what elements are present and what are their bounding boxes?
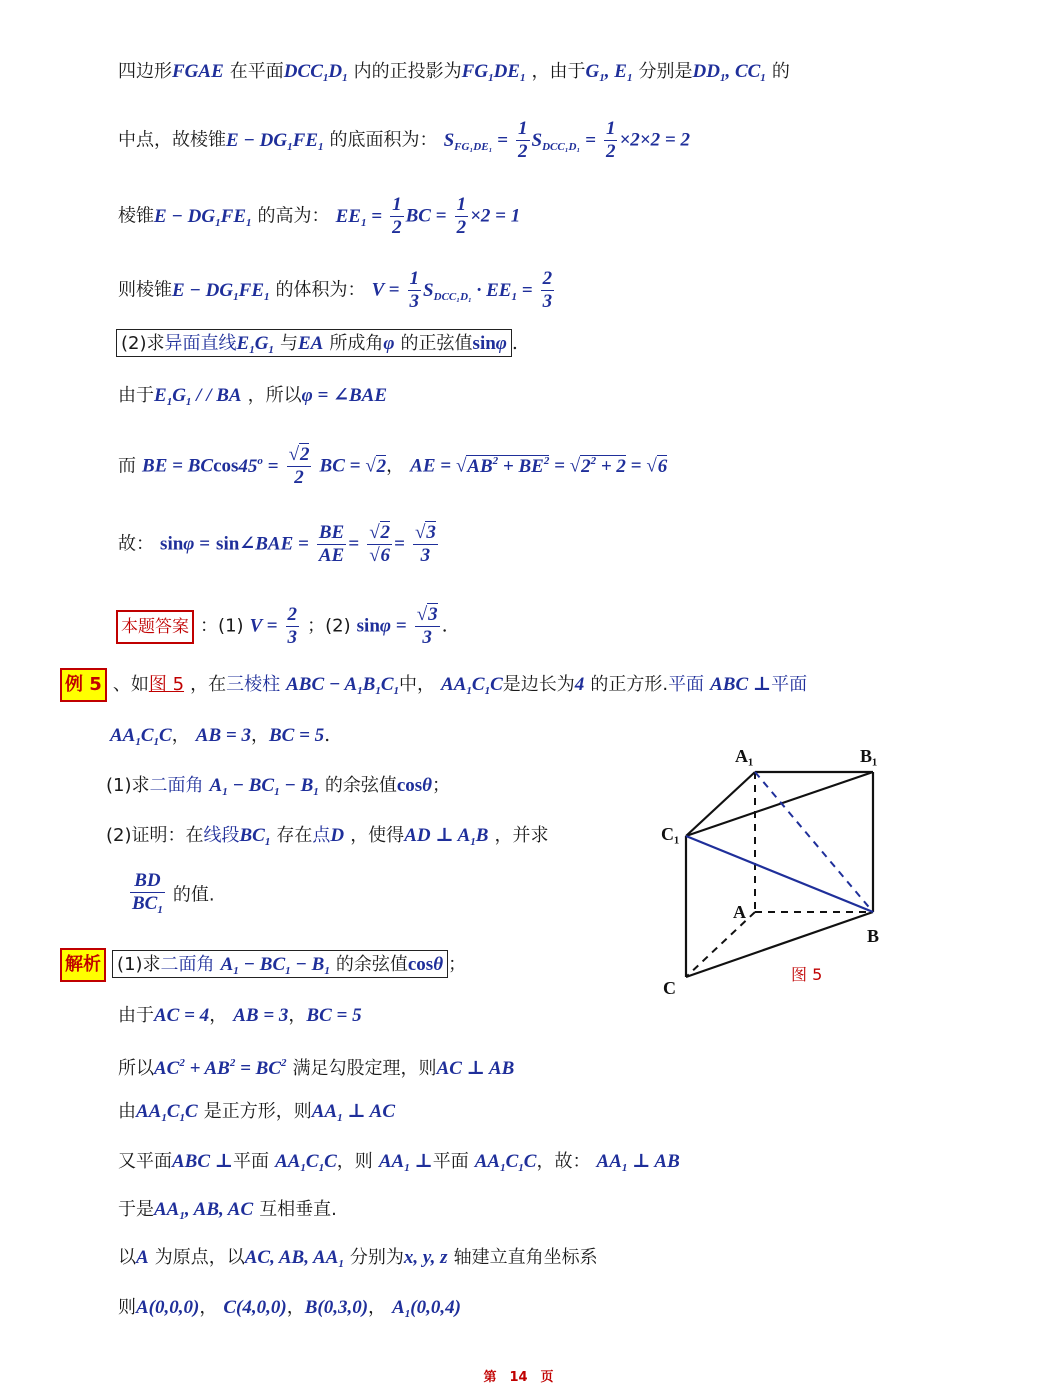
text-line: 于是$AA_1$, AB, AC 互相垂直. [118, 1199, 337, 1222]
edge-C1A1 [686, 772, 755, 836]
text-line: 故： sinφ = sin∠BAE = $\frac{BE}{AE}$ = $\frac{√2}{√6}$ = $\frac{√3}{3}$ [118, 522, 436, 566]
text-line: 以A 为原点，以AC, AB, $AA_1$ 分别为x, y, z 轴建立直角坐标系 [118, 1247, 598, 1270]
example-heading: 例 5 、如图 5 ，在三棱柱 ABC − $A_1B_1C_1$中， $AA_1C_1C$是边长为4 的正方形.平面 ABC ⊥平面 [60, 668, 807, 706]
text-line: 由于$E_1G_1$ / / BA ，所以φ = ∠BAE [118, 385, 388, 408]
text-line: 棱锥$E - DG_1FE_1$ 的高为： $EE_1$ = $\frac{1}{2}$ BC = $\frac{1}{2}$ ×2 = 1 [118, 194, 521, 238]
text-line: 由于AC = 4， AB = 3，BC = 5 [118, 1005, 362, 1026]
label-C1: C₁ [661, 824, 680, 844]
label-B: B [867, 926, 880, 946]
text-line: $\frac{BD}{BC_1}$ 的值. [132, 870, 215, 916]
text-line: 又平面ABC ⊥平面 $AA_1C_1C$，则 $AA_1$ ⊥平面 $AA_1C_1C$，故： $AA_1$ ⊥ AB [118, 1151, 680, 1174]
answer-line: 本题答案 ：(1) V = $\frac{2}{3}$ ；(2) sinφ = $\frac{√3}{3}$ . [116, 604, 448, 649]
segment-BC1 [686, 836, 873, 912]
label-A: A [733, 902, 746, 922]
prism-figure [655, 740, 905, 1010]
text-line: 四边形FGAE 在平面$DCC_1D_1$ 内的正投影为$FG_1DE_1$ ，由于$G_1$, $E_1$ 分别是$DD_1$, $CC_1$ 的 [118, 61, 790, 84]
text-line: 所以$AC^2 + AB^2 = BC^2$ 满足勾股定理，则AC ⊥ AB [118, 1057, 515, 1079]
label-B1: B₁ [860, 746, 878, 766]
text-line: 则A(0,0,0)， C(4,0,0)，B(0,3,0)， $A_1(0,0,4)$ [118, 1297, 461, 1320]
text-line: 则棱锥$E - DG_1FE_1$ 的体积为： V = $\frac{1}{3}$ $S_{DCC_1D_1} \cdot EE_1$ = $\frac{2}{3}$ [118, 268, 553, 312]
text-line: (2)证明：在线段$BC_1$ 存在点D ，使得AD ⊥ $A_1B$ ，并求 [106, 825, 549, 848]
edge-C1B1 [686, 772, 873, 836]
figure-caption: 图 5 [791, 965, 823, 984]
label-C: C [663, 978, 676, 998]
page-number: 第 14 页 [483, 1370, 554, 1385]
text-line: (1)求二面角 $A_1 - BC_1 - B_1$ 的余弦值cosθ； [106, 775, 451, 798]
question-2-heading: (2)求异面直线$E_1G_1$ 与EA 所成角φ 的正弦值sinφ . [116, 328, 518, 365]
label-A1: A₁ [735, 746, 754, 766]
solution-heading: 解析 (1)求二面角 $A_1 - BC_1 - B_1$ 的余弦值cosθ ； [60, 948, 466, 986]
text-line: $AA_1C_1C$， AB = 3，BC = 5. [110, 724, 331, 748]
answer-tag: 本题答案 [116, 610, 194, 644]
edge-CB [686, 912, 873, 977]
text-line: 由$AA_1C_1C$ 是正方形，则$AA_1$ ⊥ AC [118, 1101, 396, 1124]
example-tag: 例 5 [60, 668, 107, 702]
text-line: 中点，故棱锥$E - DG_1FE_1$ 的底面积为： $S_{FG_1DE_1}$ = $\frac{1}{2}$ $S_{DCC_1D_1}$ = $\frac{1}{2}$ ×2×2 = 2 [118, 118, 690, 162]
solution-tag: 解析 [60, 948, 106, 982]
text-line: 而 BE = $BCcos45^o$ = $\frac{√2}{2}$ BC = √2， AE = $√AB^2 + BE^2 = √2^2 + 2 = √6$ [118, 444, 668, 488]
